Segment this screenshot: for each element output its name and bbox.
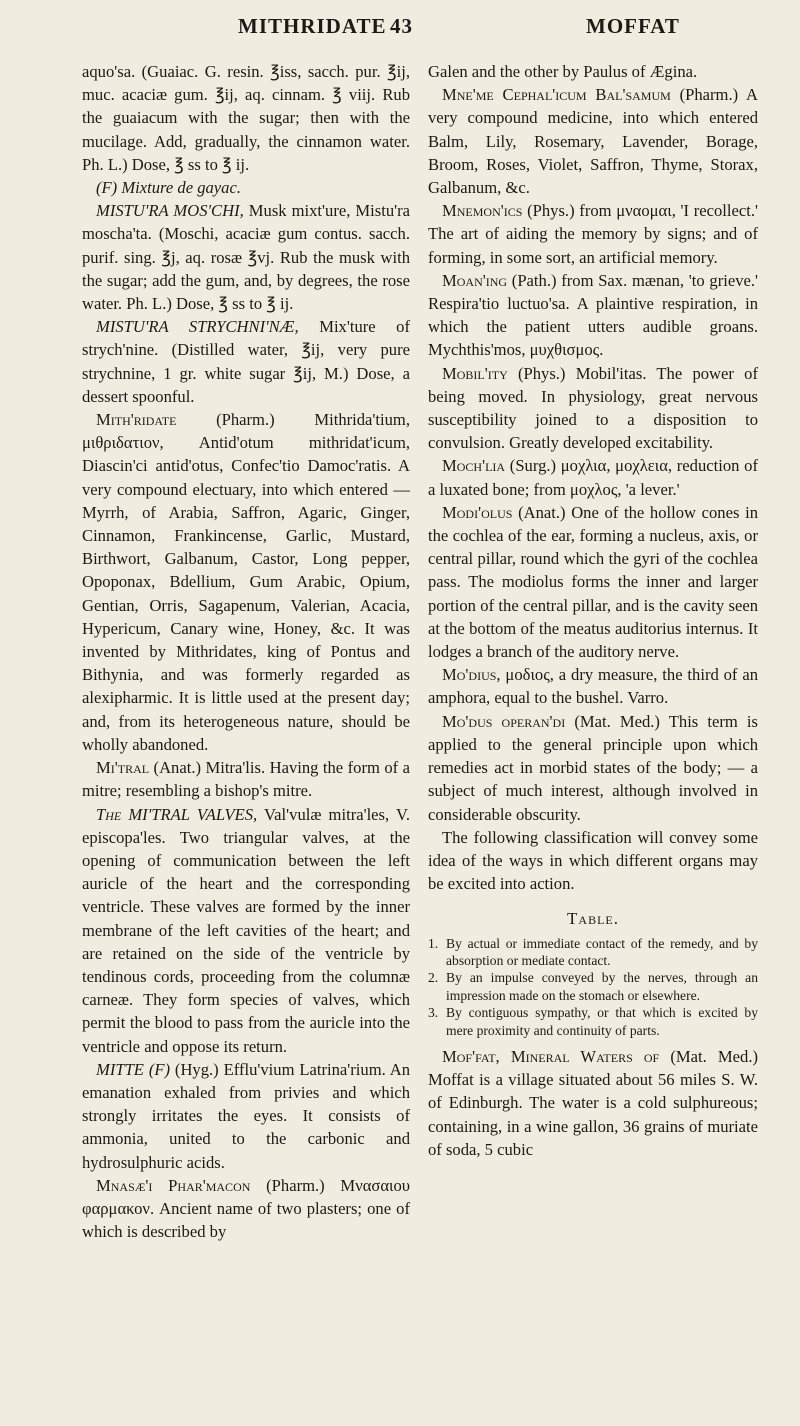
right-column (428, 60, 758, 1161)
entry-mitte (82, 1058, 410, 1174)
entry-body: (Pharm.) Mνασαιου φαρμακον. Ancient name of two plasters; one of which is described by (82, 1175, 411, 1242)
entry-body: (Mat. Med.) Moffat is a village situated about 56 miles S. W. of Edinburgh. The water is a cold sulphureous; containing, in a wine gallon, 36 grains of muriate of soda, 5 cubic (428, 1046, 759, 1159)
classification-intro: The following classification will convey some idea of the ways in which different organs may be excited into action. (428, 827, 758, 894)
left-column (82, 60, 410, 1243)
table-title: Table. (567, 909, 619, 929)
entry-continuation: aquo'sa. (Guaiac. G. resin. ℥iss, sacch. pur. ℥ij, muc. acaciæ gum. ℥ij, aq. cinnam. ℥ viij. Rub the guaiacum with the sugar; then with the mucilage. Add, gradually, the cinnamon water. Ph. L.) Dose, ℥ ss to ℥ ij. (82, 62, 410, 174)
entry-mneme-cephalicum (428, 83, 758, 199)
entry-headword: Mof'fat, Mineral Waters of (442, 1046, 660, 1066)
entry-headword: The MI'TRAL VALVES, (96, 804, 258, 824)
entry-body: (Phys.) from μναομαι, 'I recollect.' The art of aiding the memory by signs; and of forming, in some sort, an artificial memory. (428, 201, 758, 267)
entry-body: (Pharm.) Mithrida'tium, μιθριδατιον, Antid'otum mithridat'icum, Diascin'ci antid'otus, Confec'tio Damoc'ratis. A very compound electuary, into which entered — Myrrh, of Arabia, Saffron, Agaric, Ginger, Cinnamon, Frankincense, Garlic, Mustard, Birthwort, Galbanum, Castor, Long pepper, Opoponax, Bdellium, Gum Arabic, Opium, Gentian, Orris, Sagapenum, Valerian, Acacia, Hypericum, Canary wine, Honey, &c. It was invented by Mithridates, king of Pontus and Bithynia, and was formerly regarded as alexipharmic. It is little used at the present day; and, from its heterogeneous nature, should be wholly abandoned. (82, 410, 410, 754)
entry-mistura-strychninae (82, 315, 410, 408)
entry-headword: MISTU'RA MOS'CHI, (96, 201, 244, 221)
entry-body: (Anat.) One of the hollow cones in the cochlea of the ear, forming a nucleus, axis, or central pillar, round which the gyri of the cochlea pass. The modiolus forms the inner and larger portion of the central pillar, and is the cavity seen at the bottom of the meatus auditorius internus. It lodges a branch of the auditory nerve. (428, 502, 758, 662)
entry-mochlia (428, 454, 758, 500)
entry-modiolus (428, 501, 758, 663)
entry-body: (Anat.) Mitra'lis. Having the form of a mitre; resembling a bishop's mitre. (82, 758, 410, 801)
entry-body: Musk mixt'ure, Mistu'ra moscha'ta. (Moschi, acaciæ gum contus. sacch. purif. sing. ℥j, aq. rosæ ℥vj. Rub the musk with the sugar; add the gum, and, by degrees, the rose water. Ph. L.) Dose, ℥ ss to ℥ ij. (82, 201, 410, 314)
entry-body: (Path.) from Sax. mænan, 'to grieve.' Respira'tio luctuo'sa. A plaintive respiration, in which the patient utters audible groans. Mychthis'mos, μυχθισμος. (428, 270, 758, 360)
entry-mobility (428, 362, 758, 455)
entry-modius (428, 663, 758, 709)
entry-headword: Mnemon'ics (442, 201, 523, 221)
entry-headword: MISTU'RA STRYCHNI'NÆ, (96, 317, 299, 337)
table-item (428, 935, 758, 970)
entry-body: Val'vulæ mitra'les, V. episcopa'les. Two triangular valves, at the opening of communication between the left auricle of the heart and the corresponding ventricle. These valves are formed by the inner membrane of the left cavities of the heart; and are retained on the side of the ventricle by tendinous cords, proceeding from the columnæ carneæ. They form species of valves, which permit the blood to pass from the auricle into the ventricle and oppose its return. (82, 804, 410, 1056)
table-item (428, 1004, 758, 1039)
header-right-word: MOFFAT (586, 14, 680, 38)
entry-headword: Mne'me Cephal'icum Bal'samum (442, 85, 671, 105)
table-item-text: By contiguous sympathy, or that which is excited by mere proximity and continuity of parts. (446, 1005, 758, 1038)
entry-moaning (428, 269, 758, 362)
table-item-number: 2. (428, 970, 439, 986)
entry-body: (Hyg.) Efflu'vium Latrina'rium. An emanation exhaled from privies and which strongly irritates the eyes. It consists of ammonia, united to the carbonic and hydrosulphuric acids. (82, 1059, 411, 1172)
classification-table (428, 935, 758, 1039)
entry-headword: Mo'dius, (442, 665, 501, 685)
table-item (428, 969, 758, 1004)
entry-body: μοδιος, a dry measure, the third of an amphora, equal to the bushel. Varro. (428, 665, 758, 708)
entry-modus-operandi (428, 710, 758, 826)
entry-mnemonics (428, 199, 758, 269)
entry-headword: Modi'olus (442, 502, 513, 522)
entry-body: (Mat. Med.) This term is applied to the general principle upon which remedies act in morbid states of the body; — a subject of much interest, although involved in considerable obscurity. (428, 711, 758, 824)
header-left-word: MITHRIDATE (238, 14, 387, 38)
entry-body: (Surg.) μοχλια, μοχλεια, reduction of a luxated bone; from μοχλος, 'a lever.' (428, 456, 758, 499)
entry-headword: Moch'lia (442, 456, 506, 476)
entry-headword: Mith'ridate (96, 410, 177, 430)
entry-headword: Mi'tral (96, 758, 150, 778)
entry-french-name: (F) Mixture de gayac. (96, 178, 241, 198)
entry-headword: Moan'ing (442, 270, 508, 290)
table-item-number: 1. (428, 935, 439, 951)
page-number: 43 (390, 14, 413, 38)
entry-headword: MITTE (F) (96, 1059, 171, 1079)
table-item-text: By actual or immediate contact of the remedy, and by absorption or mediate contact. (446, 935, 758, 968)
entry-mistura-moschi (82, 199, 410, 315)
entry-continuation: Galen and the other by Paulus of Ægina. (428, 62, 698, 81)
table-item-number: 3. (428, 1005, 439, 1021)
entry-headword: Mo'dus operan'di (442, 711, 566, 731)
table-item-text: By an impulse conveyed by the nerves, through an impression made on the stomach or elsewhere. (446, 970, 758, 1003)
entry-headword: Mnasæ'i Phar'macon (96, 1175, 251, 1195)
entry-moffat (428, 1045, 758, 1161)
entry-body: (Phys.) Mobil'itas. The power of being moved. In physiology, great nervous susceptibility joined to a disposition to convulsion. Greatly developed excitability. (428, 363, 758, 453)
entry-mitral-valves (82, 803, 410, 1058)
running-header (0, 14, 800, 42)
entry-body: (Pharm.) A very compound medicine, into which entered Balm, Lily, Rosemary, Lavender, Borage, Broom, Roses, Violet, Saffron, Thyme, Storax, Galbanum, &c. (428, 85, 759, 198)
entry-mitral (82, 756, 410, 802)
entry-body: Mix'ture of strych'nine. (Distilled water, ℥ij, very pure strychnine, 1 gr. white sugar ℥ij, M.) Dose, a dessert spoonful. (82, 317, 410, 406)
entry-headword: Mobil'ity (442, 363, 508, 383)
entry-mnasaei-pharmacon (82, 1174, 410, 1244)
entry-mithridate (82, 408, 410, 756)
